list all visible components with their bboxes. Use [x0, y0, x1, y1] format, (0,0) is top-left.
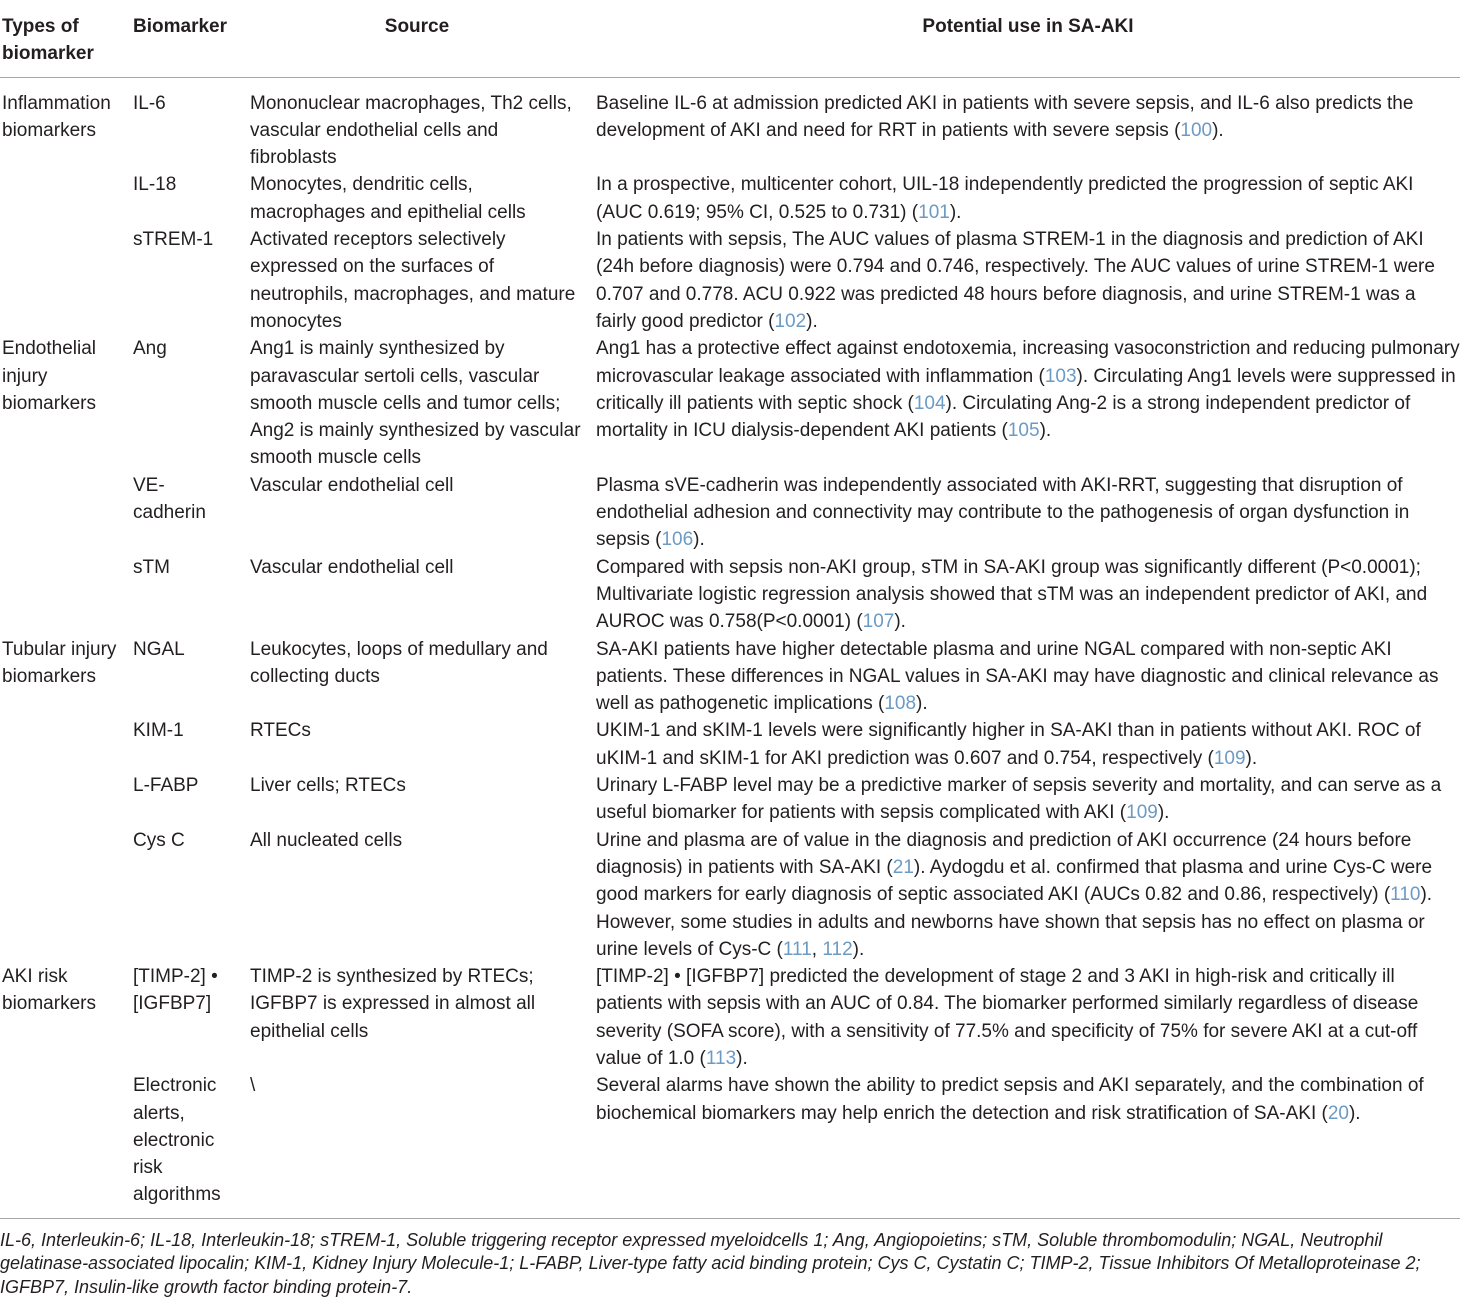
use-text: ). Circulating Ang1 levels were suppressed in critically ill patients with septic shock ( — [596, 365, 1456, 414]
use-text: Compared with sepsis non-AKI group, sTM in SA-AKI group was significantly different (P<0.0001); Multivariate logistic regression analysis showed that sTM was an independent predictor of AKI, and AUROC was 0.758(P<0.0001) ( — [596, 556, 1428, 633]
column-header-source: Source — [384, 16, 450, 37]
citation-link[interactable]: 103 — [1044, 365, 1077, 387]
biomarker-source-cell: Vascular endothelial cell — [250, 474, 454, 496]
biomarker-type-cell: Tubular injury biomarkers — [2, 638, 117, 687]
potential-use-cell — [596, 827, 1460, 963]
table-body — [0, 77, 1460, 1218]
biomarker-source-cell: Mononuclear macrophages, Th2 cells, vascular endothelial cells and fibroblasts — [250, 92, 572, 169]
table-row — [0, 171, 1460, 226]
biomarker-name-cell: Cys C — [133, 829, 185, 851]
column-header-type: Types of biomarker — [2, 16, 94, 65]
table-row — [0, 77, 1460, 171]
citation-link[interactable]: 104 — [913, 392, 946, 414]
use-text: In a prospective, multicenter cohort, UIL-18 independently predicted the progression of septic AKI (AUC 0.619; 95% CI, 0.525 to 0.731) ( — [596, 174, 1414, 223]
citation-link[interactable]: 101 — [918, 201, 950, 223]
table-row — [0, 226, 1460, 335]
biomarker-source-cell: All nucleated cells — [250, 829, 403, 851]
table-row — [0, 335, 1460, 471]
use-text: ). However, some studies in adults and newborns have shown that sepsis has no effect on plasma or urine levels of Cys-C ( — [596, 884, 1433, 960]
table-row — [0, 827, 1460, 963]
use-text: SA-AKI patients have higher detectable plasma and urine NGAL compared with non-septic AKI patients. These differences in NGAL values in SA-AKI may have diagnostic and clinical relevance as well as pathogenetic implications ( — [596, 638, 1439, 715]
citation-link[interactable]: 107 — [862, 611, 895, 633]
citation-link[interactable]: 21 — [892, 856, 914, 878]
biomarker-name-cell: L-FABP — [133, 775, 199, 797]
citation-link[interactable]: 108 — [884, 693, 917, 715]
table-row — [0, 717, 1460, 772]
biomarker-source-cell: Monocytes, dendritic cells, macrophages and epithelial cells — [250, 174, 526, 223]
citation-link[interactable]: 105 — [1007, 420, 1040, 442]
column-header-potential-use: Potential use in SA-AKI — [922, 16, 1134, 37]
potential-use-cell — [596, 77, 1460, 171]
use-text: In patients with sepsis, The AUC values of plasma STREM-1 in the diagnosis and prediction of AKI (24h before diagnosis) were 0.794 and 0.746, respectively. The AUC values of urine STREM-1 were 0.707 and 0.778. ACU 0.922 was predicted 48 hours before diagnosis, and urine STREM-1 was a fairly good predictor ( — [596, 229, 1435, 332]
table-footnote: IL-6, Interleukin-6; IL-18, Interleukin-18; sTREM-1, Soluble triggering receptor expressed myeloidcells 1; Ang, Angiopoietins; sTM, Soluble thrombomodulin; NGAL, Neutrophil gelatinase-associated lipocalin; KIM-1, Kidney Injury Molecule-1; L-FABP, Liver-type fatty acid binding protein; Cys C, Cystatin C; TIMP-2, Tissue Inhibitors Of Metalloproteinase 2; IGFBP7, Insulin-like growth factor binding protein-7. — [0, 1229, 1421, 1297]
use-text: [TIMP-2] • [IGFBP7] predicted the development of stage 2 and 3 AKI in high-risk and critically ill patients with sepsis with an AUC of 0.84. The biomarker performed similarly regardless of disease severity (SOFA score), with a sensitivity of 77.5% and specificity of 75% for severe AKI at a cut-off value of 1.0 ( — [596, 966, 1419, 1069]
biomarker-name-cell: sTM — [133, 556, 170, 578]
use-text: Several alarms have shown the ability to predict sepsis and AKI separately, and the combination of biochemical biomarkers may help enrich the detection and risk stratification of SA-AKI ( — [596, 1075, 1424, 1124]
use-text: ). — [736, 1047, 748, 1069]
biomarker-source-cell: RTECs — [250, 720, 311, 742]
column-header-biomarker: Biomarker — [133, 16, 227, 37]
use-text: ). — [852, 938, 865, 960]
use-text: ). — [894, 611, 906, 633]
table-row — [0, 772, 1460, 827]
use-text: ). — [693, 529, 705, 551]
potential-use-cell — [596, 963, 1460, 1072]
biomarker-source-cell: Activated receptors selectively expressed on the surfaces of neutrophils, macrophages, and mature monocytes — [250, 229, 576, 332]
table-row — [0, 1072, 1460, 1218]
citation-link[interactable]: 102 — [774, 310, 807, 332]
table-row — [0, 472, 1460, 554]
citation-link[interactable]: 109 — [1126, 802, 1158, 824]
use-text: ). — [806, 310, 818, 332]
use-text: ). — [1157, 802, 1170, 824]
biomarker-name-cell: IL-6 — [133, 92, 166, 114]
use-text: ). — [1039, 420, 1052, 442]
use-text: ). — [1245, 747, 1258, 769]
use-text: Plasma sVE-cadherin was independently associated with AKI-RRT, suggesting that disruption of endothelial adhesion and connectivity may contribute to the pathogenesis of organ dysfunction in sepsis ( — [596, 474, 1410, 551]
use-text: ). Circulating Ang-2 is a strong independent predictor of mortality in ICU dialysis-dependent AKI patients ( — [596, 392, 1411, 442]
citation-link[interactable]: 109 — [1213, 747, 1246, 769]
biomarker-source-cell: Vascular endothelial cell — [250, 556, 454, 578]
use-text: Urinary L-FABP level may be a predictive marker of sepsis severity and mortality, and can serve as a useful biomarker for patients with sepsis complicated with AKI ( — [596, 775, 1442, 824]
potential-use-cell — [596, 226, 1460, 335]
biomarker-name-cell: NGAL — [133, 638, 185, 660]
citation-link[interactable]: 113 — [705, 1047, 737, 1069]
use-text: ). — [1348, 1102, 1361, 1124]
table-row — [0, 636, 1460, 718]
biomarker-type-cell: AKI risk biomarkers — [2, 966, 96, 1015]
biomarker-name-cell: IL-18 — [133, 174, 177, 196]
table-row — [0, 963, 1460, 1072]
use-text: UKIM-1 and sKIM-1 levels were significantly higher in SA-AKI than in patients without AKI. ROC of uKIM-1 and sKIM-1 for AKI prediction was 0.607 and 0.754, respectively ( — [596, 720, 1421, 769]
potential-use-cell — [596, 636, 1460, 718]
use-text: ). Aydogdu et al. confirmed that plasma and urine Cys-C were good markers for early diagnosis of septic associated AKI (AUCs 0.82 and 0.86, respectively) ( — [596, 856, 1433, 906]
use-text: , — [811, 938, 823, 960]
biomarker-name-cell: VE-cadherin — [133, 474, 206, 524]
biomarker-name-cell: Ang — [133, 338, 167, 360]
potential-use-cell — [596, 171, 1460, 226]
biomarker-source-cell: Ang1 is mainly synthesized by paravascular sertoli cells, vascular smooth muscle cells and tumor cells; Ang2 is mainly synthesized by vascular smooth muscle cells — [250, 338, 581, 469]
potential-use-cell — [596, 717, 1460, 772]
citation-link[interactable]: 100 — [1180, 119, 1213, 141]
use-text: Baseline IL-6 at admission predicted AKI in patients with severe sepsis, and IL-6 also predicts the development of AKI and need for RRT in patients with severe sepsis ( — [596, 92, 1414, 141]
biomarker-type-cell: Inflammation biomarkers — [2, 92, 111, 141]
biomarker-name-cell: Electronic alerts, electronic risk algorithms — [133, 1075, 221, 1206]
citation-link[interactable]: 106 — [661, 529, 694, 551]
citation-link[interactable]: 110 — [1390, 884, 1421, 906]
use-text: Ang1 has a protective effect against endotoxemia, increasing vasoconstriction and reducing pulmonary microvascular leakage associated with inflammation ( — [596, 338, 1460, 387]
biomarker-name-cell: [TIMP-2] • [IGFBP7] — [133, 966, 218, 1015]
use-text: Urine and plasma are of value in the diagnosis and prediction of AKI occurrence (24 hours before diagnosis) in patients with SA-AKI ( — [596, 829, 1412, 878]
citation-link[interactable]: 20 — [1327, 1102, 1349, 1124]
potential-use-cell — [596, 554, 1460, 636]
biomarker-name-cell: KIM-1 — [133, 720, 184, 742]
potential-use-cell — [596, 335, 1460, 471]
use-text: ). — [949, 201, 962, 223]
biomarker-source-cell: Leukocytes, loops of medullary and collecting ducts — [250, 638, 548, 687]
biomarker-type-cell: Endothelial injury biomarkers — [2, 338, 97, 414]
header-row — [0, 0, 1460, 77]
use-text: ). — [916, 693, 928, 715]
biomarker-source-cell: \ — [250, 1075, 256, 1097]
table-row — [0, 554, 1460, 636]
citation-link[interactable]: 111 — [782, 938, 812, 960]
potential-use-cell — [596, 472, 1460, 554]
use-text: ). — [1212, 119, 1224, 141]
table-header — [0, 0, 1460, 77]
biomarker-source-cell: TIMP-2 is synthesized by RTECs; IGFBP7 is expressed in almost all epithelial cells — [250, 966, 536, 1042]
potential-use-cell — [596, 772, 1460, 827]
biomarker-name-cell: sTREM-1 — [133, 229, 214, 251]
biomarker-source-cell: Liver cells; RTECs — [250, 775, 406, 797]
citation-link[interactable]: 112 — [822, 938, 853, 960]
potential-use-cell — [596, 1072, 1460, 1218]
